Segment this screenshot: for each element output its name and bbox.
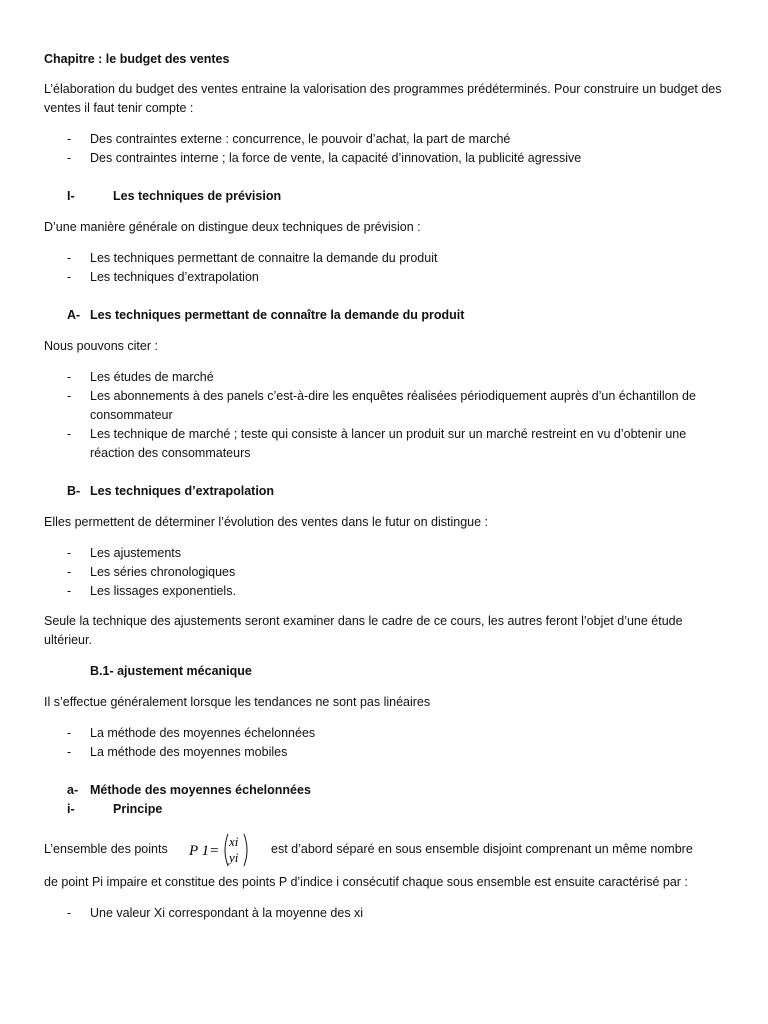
formula-line-before: L’ensemble des points: [44, 842, 168, 856]
list-item-text: Les lissages exponentiels.: [90, 584, 236, 598]
list-item-text: Les techniques d’extrapolation: [90, 270, 259, 284]
bullet-dash: -: [67, 427, 72, 441]
subsection-heading-b1: B.1- ajustement mécanique: [90, 664, 252, 678]
sectionA-list: [44, 368, 724, 463]
section-title: Les techniques permettant de connaître la demande du produit: [90, 308, 465, 322]
formula-graphic: [189, 833, 251, 867]
list-item-text: La méthode des moyennes mobiles: [90, 745, 288, 759]
right-paren: [244, 834, 247, 866]
formula-lhs: P 1=: [189, 843, 220, 859]
list-item: [44, 724, 724, 743]
list-item-text: Les techniques permettant de connaitre la demande du produit: [90, 251, 438, 265]
bullet-dash: -: [67, 270, 72, 284]
section-marker: I-: [67, 189, 75, 203]
section-title: Méthode des moyennes échelonnées: [90, 783, 311, 797]
section-marker: i-: [67, 802, 75, 816]
section-title: Les techniques de prévision: [113, 189, 282, 203]
list-item: [44, 544, 724, 563]
list-item-text: Des contraintes externe : concurrence, le pouvoir d’achat, la part de marché: [90, 132, 511, 146]
bullet-dash: -: [67, 584, 72, 598]
intro-paragraph: L’élaboration du budget des ventes entraine la valorisation des programmes prédéterminés. Pour construire un budget des ventes il faut tenir compte :: [44, 82, 722, 115]
left-paren: [225, 834, 228, 866]
techniques-list: [44, 249, 724, 287]
section1-intro: D’une manière générale on distingue deux techniques de prévision :: [44, 220, 421, 234]
list-item-text: Les séries chronologiques: [90, 565, 236, 579]
list-item: [44, 268, 724, 287]
list-item-text: Les technique de marché ; teste qui consiste à lancer un produit sur un marché restreint en vu d’obtenir une réaction des consommateurs: [90, 427, 687, 460]
sectionB1-list: [44, 724, 724, 762]
page-title: Chapitre : le budget des ventes: [44, 52, 230, 66]
formula-top: xi: [229, 834, 239, 849]
list-item: [44, 387, 724, 425]
bullet-dash: -: [67, 565, 72, 579]
sectionB-note: Seule la technique des ajustements seront examiner dans le cadre de ce cours, les autres feront l’objet d’une étude ultérieur.: [44, 614, 683, 647]
section-heading-a-lower: [44, 781, 724, 800]
list-item-text: Des contraintes interne ; la force de vente, la capacité d’innovation, la publicité agressive: [90, 151, 582, 165]
document-page: [44, 50, 724, 923]
list-item: [44, 368, 724, 387]
formula-line: [44, 831, 724, 871]
section-heading-i: [44, 800, 724, 819]
section-marker: a-: [67, 783, 79, 797]
section-heading-1: [44, 187, 724, 206]
bullet-dash: -: [67, 151, 72, 165]
constraints-list: [44, 130, 724, 168]
list-item: [44, 563, 724, 582]
bullet-dash: -: [67, 745, 72, 759]
list-item: [44, 904, 724, 923]
list-item-text: Les abonnements à des panels c’est-à-dire les enquêtes réalisées périodiquement auprès d’un échantillon de consommateur: [90, 389, 696, 422]
section-marker: A-: [67, 308, 81, 322]
sectionA-intro: Nous pouvons citer :: [44, 339, 158, 353]
bullet-dash: -: [67, 389, 72, 403]
list-item: [44, 130, 724, 149]
principle-continuation: de point Pi impaire et constitue des points P d’indice i consécutif chaque sous ensemble est ensuite caractérisé par :: [44, 875, 688, 889]
bullet-dash: -: [67, 546, 72, 560]
bullet-dash: -: [67, 906, 72, 920]
formula-line-after: est d’abord séparé en sous ensemble disjoint comprenant un même nombre: [271, 842, 693, 856]
bullet-dash: -: [67, 726, 72, 740]
principle-list: [44, 904, 724, 923]
section-title: Les techniques d’extrapolation: [90, 484, 275, 498]
bullet-dash: -: [67, 370, 72, 384]
point-formula: [189, 833, 251, 867]
list-item: [44, 425, 724, 463]
list-item: [44, 149, 724, 168]
sectionB-list: [44, 544, 724, 601]
list-item: [44, 582, 724, 601]
list-item-text: Les études de marché: [90, 370, 214, 384]
list-item-text: La méthode des moyennes échelonnées: [90, 726, 316, 740]
list-item-text: Les ajustements: [90, 546, 182, 560]
formula-bottom: yi: [229, 850, 239, 865]
list-item: [44, 249, 724, 268]
section-heading-a: [44, 306, 724, 325]
list-item: [44, 743, 724, 762]
sectionB1-intro: Il s’effectue généralement lorsque les tendances ne sont pas linéaires: [44, 695, 431, 709]
sectionB-intro: Elles permettent de déterminer l’évolution des ventes dans le futur on distingue :: [44, 515, 489, 529]
section-heading-b: [44, 482, 724, 501]
bullet-dash: -: [67, 251, 72, 265]
section-title: Principe: [113, 802, 163, 816]
section-marker: B-: [67, 484, 81, 498]
list-item-text: Une valeur Xi correspondant à la moyenne des xi: [90, 906, 364, 920]
bullet-dash: -: [67, 132, 72, 146]
